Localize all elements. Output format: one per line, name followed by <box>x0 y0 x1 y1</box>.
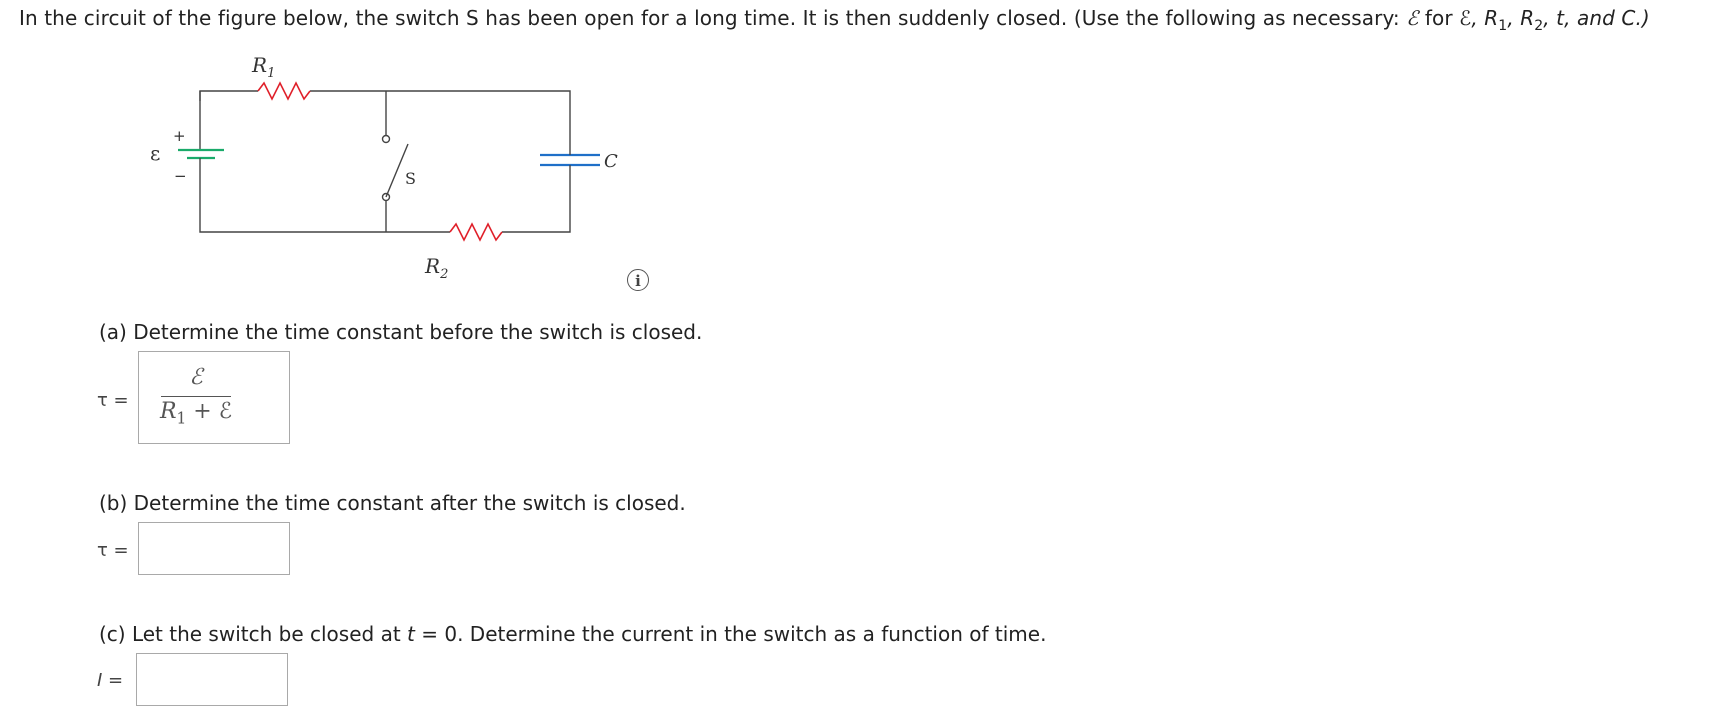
fraction-denominator <box>157 397 235 433</box>
part-b-answer-input[interactable] <box>138 522 290 575</box>
part-a-tau-label: τ = <box>97 390 129 411</box>
part-c-answer-input[interactable] <box>136 653 288 706</box>
denom-rest: + ℰ <box>186 399 233 424</box>
denom-sub: 1 <box>176 409 187 428</box>
plus-sign: + <box>173 127 186 145</box>
part-a-question: (a) Determine the time constant before the switch is closed. <box>99 320 703 344</box>
part-b-question: (b) Determine the time constant after the switch is closed. <box>99 491 686 515</box>
part-c-text-post: = 0. Determine the current in the switch as a function of time. <box>414 622 1047 646</box>
part-c-current-label: I = <box>97 670 124 691</box>
intro-text: In the circuit of the figure below, the switch S has been open for a long time. It is then suddenly closed. (Use the following as necessary: <box>19 6 1407 30</box>
denom-r: R <box>159 399 177 424</box>
intro-vars: ℰ, R <box>1459 6 1499 30</box>
intro-rest: , t, and C.) <box>1543 6 1650 30</box>
intro-sub1: 1 <box>1498 18 1508 34</box>
problem-statement <box>19 6 1650 34</box>
svg-text:R1 <box>251 53 275 81</box>
resistor-r2 <box>450 224 502 240</box>
capacitor-label: C <box>604 151 618 172</box>
fraction-numerator: ℰ <box>189 365 203 390</box>
switch-label: S <box>405 169 416 188</box>
r1-sub: 1 <box>267 66 276 81</box>
minus-sign: − <box>174 167 187 185</box>
r2-sub: 2 <box>440 267 449 282</box>
info-icon[interactable]: i <box>627 269 649 291</box>
intro-sub2: 2 <box>1534 18 1544 34</box>
r2-label: R <box>425 254 441 278</box>
part-c-text-pre: (c) Let the switch be closed at <box>99 622 408 646</box>
circuit-diagram <box>120 48 680 298</box>
r1-label: R <box>252 53 268 77</box>
answer-fraction <box>157 362 235 433</box>
part-b-tau-label: τ = <box>97 540 129 561</box>
intro-r2: , R <box>1507 6 1535 30</box>
svg-text:R2 <box>424 254 448 282</box>
part-a-answer-box[interactable] <box>138 351 290 444</box>
part-c-t: t <box>407 622 415 646</box>
resistor-r1 <box>258 83 310 99</box>
emf-symbol: ℰ <box>1406 6 1419 30</box>
part-c-question <box>99 622 1046 646</box>
intro-for: for <box>1418 6 1460 30</box>
emf-label: ε <box>150 141 161 165</box>
